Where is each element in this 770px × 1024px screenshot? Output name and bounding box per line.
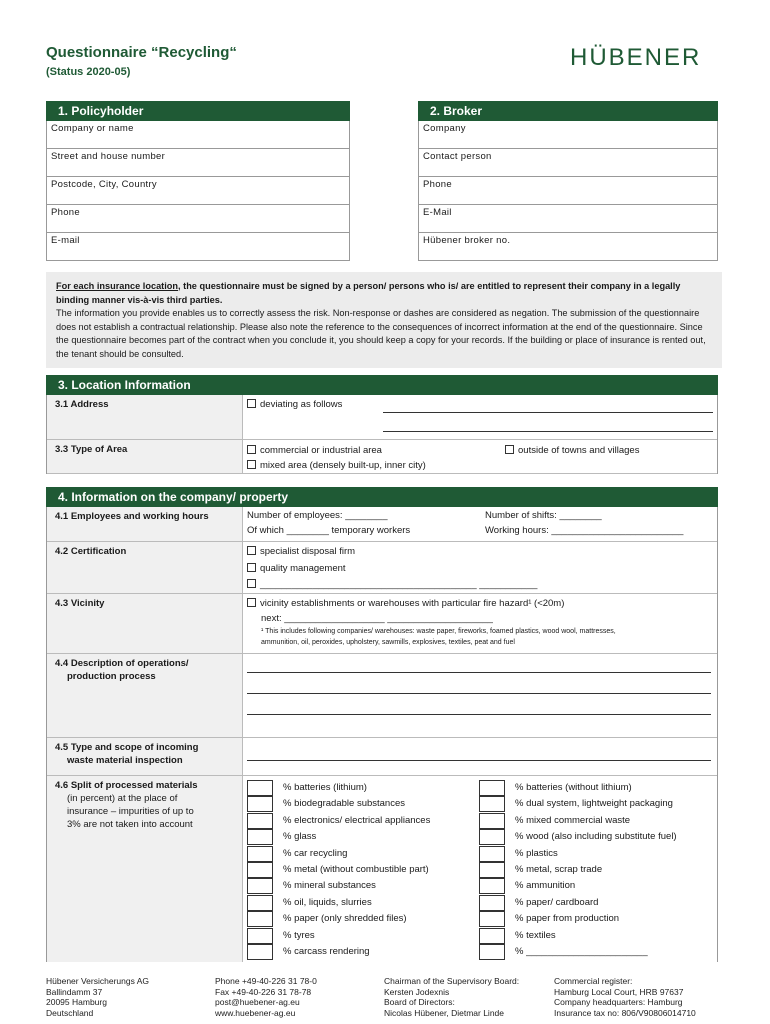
- footer-register: [554, 976, 696, 1018]
- material-percent-input[interactable]: [479, 911, 505, 927]
- broker-heading: 2. Broker: [418, 101, 718, 121]
- footer-company-line: 20095 Hamburg: [46, 997, 107, 1007]
- footer-contact: [215, 976, 317, 1018]
- specialist-disposal-checkbox[interactable]: [247, 546, 256, 555]
- material-label: % glass: [283, 831, 317, 843]
- document-title: Questionnaire “Recycling“: [46, 44, 237, 61]
- certification-row: [47, 542, 717, 594]
- material-label: % paper from production: [515, 913, 620, 925]
- temporary-workers-field[interactable]: Of which ________ temporary workers: [247, 525, 411, 536]
- material-label: % metal, scrap trade: [515, 864, 603, 875]
- footer-register-line: Commercial register:: [554, 976, 633, 986]
- vicinity-row: [47, 594, 717, 654]
- material-label: % mixed commercial waste: [515, 814, 631, 826]
- material-label: % tyres: [283, 929, 315, 941]
- material-percent-input[interactable]: [247, 944, 273, 960]
- commercial-area-label: commercial or industrial area: [260, 445, 382, 456]
- material-percent-input[interactable]: [479, 878, 505, 894]
- vicinity-checkbox[interactable]: [247, 598, 256, 607]
- footer-register-line: Hamburg Local Court, HRB 97637: [554, 986, 684, 997]
- material-label: % batteries (lithium): [283, 782, 367, 793]
- incoming-label-line-2: waste material inspection: [67, 755, 183, 766]
- split-row: [47, 776, 717, 962]
- material-percent-input[interactable]: [479, 829, 505, 845]
- note-bold-link: For each insurance location: [56, 281, 179, 291]
- policyholder-phone-field[interactable]: Phone: [47, 205, 349, 233]
- material-label: % ammunition: [515, 880, 576, 892]
- materials-grid: [247, 776, 709, 962]
- area-row: [47, 440, 717, 474]
- footer-board: [384, 976, 519, 1018]
- split-label-line-3: insurance – impurities of up to: [67, 806, 194, 817]
- shifts-field[interactable]: Number of shifts: ________: [485, 510, 602, 521]
- other-cert-checkbox[interactable]: [247, 579, 256, 588]
- broker-contact-field[interactable]: Contact person: [419, 149, 717, 177]
- material-percent-input[interactable]: [479, 928, 505, 944]
- incoming-label-line-1: 4.5 Type and scope of incoming: [55, 742, 199, 753]
- material-percent-input[interactable]: [247, 813, 273, 829]
- policyholder-street-field[interactable]: Street and house number: [47, 149, 349, 177]
- note-bold-text: , the questionnaire must be signed by a person/ persons who is/ are entitled to represent their company in a legally binding manner vis-à-vis third parties.: [56, 281, 681, 305]
- material-label: % paper/ cardboard: [515, 896, 599, 908]
- deviating-checkbox[interactable]: [247, 399, 256, 408]
- employees-count-field[interactable]: Number of employees: ________: [247, 510, 388, 521]
- footer-register-line: Company headquarters: Hamburg: [554, 997, 683, 1007]
- employees-label: 4.1 Employees and working hours: [47, 507, 243, 541]
- footer-email-link[interactable]: post@huebener-ag.eu: [215, 997, 300, 1007]
- company-section: [46, 507, 718, 962]
- address-row: [47, 395, 717, 440]
- material-label: % textiles: [515, 929, 556, 941]
- employees-row: [47, 507, 717, 542]
- operations-label: [47, 654, 243, 737]
- vicinity-next-field[interactable]: next: ___________________ ____________________: [261, 613, 493, 624]
- material-percent-input[interactable]: [247, 780, 273, 796]
- address-line-2[interactable]: [383, 431, 713, 432]
- material-percent-input[interactable]: [479, 846, 505, 862]
- vicinity-label: 4.3 Vicinity: [47, 594, 243, 653]
- vicinity-option-label: vicinity establishments or warehouses with particular fire hazard¹ (<20m): [260, 598, 565, 609]
- instructions-note: [46, 272, 722, 368]
- incoming-line[interactable]: [247, 760, 711, 761]
- footer-company: [46, 976, 149, 1018]
- working-hours-field[interactable]: Working hours: _________________________: [485, 525, 684, 536]
- mixed-area-checkbox[interactable]: [247, 460, 256, 469]
- broker-phone-field[interactable]: Phone: [419, 177, 717, 205]
- operations-line-3[interactable]: [247, 714, 711, 715]
- incoming-row: [47, 738, 717, 776]
- material-label: % dual system, lightweight packaging: [515, 798, 673, 810]
- operations-line-1[interactable]: [247, 672, 711, 673]
- material-label: % car recycling: [283, 847, 348, 859]
- material-label: % _______________________: [515, 946, 648, 957]
- footer-board-line: Nicolas Hübener, Dietmar Linde: [384, 1007, 505, 1018]
- area-label: 3.3 Type of Area: [47, 440, 243, 473]
- material-percent-input[interactable]: [479, 895, 505, 911]
- broker-box: [418, 121, 718, 261]
- outside-towns-label: outside of towns and villages: [518, 445, 640, 456]
- material-label: % batteries (without lithium): [515, 782, 632, 793]
- quality-management-checkbox[interactable]: [247, 563, 256, 572]
- location-section: [46, 395, 718, 474]
- operations-line-2[interactable]: [247, 693, 711, 694]
- footer-company-line: Ballindamm 37: [46, 986, 103, 997]
- split-label-line-2: (in percent) at the place of: [67, 793, 178, 804]
- material-percent-input[interactable]: [479, 780, 505, 796]
- material-label: % plastics: [515, 847, 558, 859]
- material-label: % paper (only shredded files): [283, 913, 407, 925]
- mixed-area-label: mixed area (densely built-up, inner city): [260, 460, 426, 471]
- commercial-area-checkbox[interactable]: [247, 445, 256, 454]
- vicinity-footnote-2: ammunition, oil, peroxides, upholstery, sawmills, explosives, textiles, peat and fuel: [261, 639, 515, 646]
- footer-company-line: Deutschland: [46, 1007, 94, 1018]
- address-line-1[interactable]: [383, 412, 713, 413]
- split-label: [47, 776, 243, 962]
- policyholder-box: [46, 121, 350, 261]
- material-percent-input[interactable]: [247, 928, 273, 944]
- material-percent-input[interactable]: [247, 796, 273, 812]
- material-percent-input[interactable]: [479, 944, 505, 960]
- footer-fax: Fax +49-40-226 31 78-78: [215, 986, 312, 997]
- material-percent-input[interactable]: [247, 829, 273, 845]
- material-percent-input[interactable]: [247, 862, 273, 878]
- outside-towns-checkbox[interactable]: [505, 445, 514, 454]
- material-label: % metal (without combustible part): [283, 864, 429, 875]
- footer-board-line: Kersten Jodexnis: [384, 986, 450, 997]
- other-cert-field[interactable]: _________________________________________ ___________: [260, 579, 538, 590]
- policyholder-postcode-field[interactable]: Postcode, City, Country: [47, 177, 349, 205]
- quality-management-label: quality management: [260, 563, 346, 574]
- split-label-line-1: 4.6 Split of processed materials: [55, 780, 198, 791]
- policyholder-heading: 1. Policyholder: [46, 101, 350, 121]
- material-percent-input[interactable]: [247, 846, 273, 862]
- huebener-logo: HÜBENER: [570, 44, 702, 71]
- specialist-disposal-label: specialist disposal firm: [260, 546, 356, 557]
- footer-website-link[interactable]: www.huebener-ag.eu: [215, 1007, 296, 1018]
- footer-board-line: Chairman of the Supervisory Board:: [384, 976, 520, 986]
- deviating-label: deviating as follows: [260, 399, 343, 410]
- note-body: The information you provide enables us to correctly assess the risk. Non-response or dashes are considered as negation. The submission of the questionnaire does not establish a contractual relationship. Please also note the reference to the consequences of incorrect information at the end of the questionnaire. Since the questionnaire becomes part of the contract when you conclude it, you should keep a copy for your records. If the building or place of insurance is rented out, the tenant should be consulted.: [56, 308, 706, 359]
- operations-label-line-2: production process: [67, 671, 156, 682]
- footer-company-line: Hübener Versicherungs AG: [46, 976, 150, 986]
- material-percent-input[interactable]: [247, 911, 273, 927]
- material-percent-input[interactable]: [479, 862, 505, 878]
- material-label: % biodegradable substances: [283, 798, 406, 810]
- footer-phone: Phone +49-40-226 31 78-0: [215, 976, 317, 986]
- policyholder-email-field[interactable]: E-mail: [47, 233, 349, 261]
- material-label: % electronics/ electrical appliances: [283, 814, 431, 826]
- broker-number-field[interactable]: Hübener broker no.: [419, 233, 717, 261]
- material-label: % oil, liquids, slurries: [283, 896, 372, 908]
- material-label: % wood (also including substitute fuel): [515, 831, 677, 843]
- material-label: % carcass rendering: [283, 946, 370, 957]
- address-label: 3.1 Address: [47, 395, 243, 439]
- location-heading: 3. Location Information: [46, 375, 718, 395]
- broker-company-field[interactable]: Company: [419, 121, 717, 149]
- incoming-label: [47, 738, 243, 775]
- broker-email-field[interactable]: E-Mail: [419, 205, 717, 233]
- operations-label-line-1: 4.4 Description of operations/: [55, 658, 189, 669]
- company-heading: 4. Information on the company/ property: [46, 487, 718, 507]
- material-percent-input[interactable]: [247, 895, 273, 911]
- material-label: % mineral substances: [283, 880, 376, 892]
- material-percent-input[interactable]: [247, 878, 273, 894]
- operations-row: [47, 654, 717, 738]
- certification-label: 4.2 Certification: [47, 542, 243, 593]
- footer-board-line: Board of Directors:: [384, 997, 455, 1007]
- material-percent-input[interactable]: [479, 796, 505, 812]
- split-label-line-4: 3% are not taken into account: [67, 819, 193, 830]
- vicinity-footnote-1: ¹ This includes following companies/ warehouses: waste paper, fireworks, foamed plastics, wood wool, mattresses,: [261, 628, 616, 635]
- material-percent-input[interactable]: [479, 813, 505, 829]
- footer-register-line: Insurance tax no: 806/V90806014710: [554, 1007, 696, 1018]
- policyholder-company-field[interactable]: Company or name: [47, 121, 349, 149]
- document-status: (Status 2020-05): [46, 66, 131, 78]
